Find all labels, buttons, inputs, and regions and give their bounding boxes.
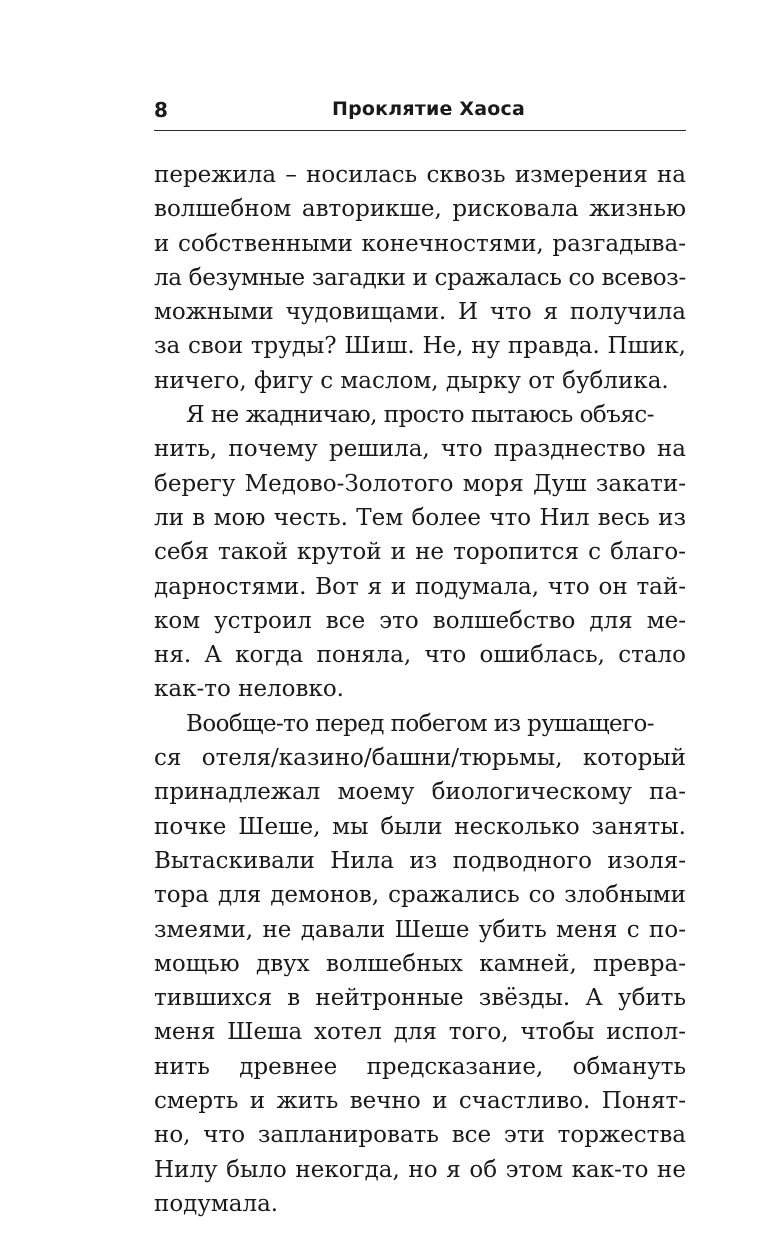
text-line: принадлежал моему биологическому па- xyxy=(154,779,686,806)
body-text xyxy=(154,158,686,1221)
paragraph-2 xyxy=(154,398,686,707)
text-line: Я не жадничаю, просто пытаюсь объяс- xyxy=(186,402,654,429)
text-line: берегу Медово-Золотого моря Душ закати- xyxy=(154,470,686,497)
text-line: ничего, фигу с маслом, дырку от бублика. xyxy=(154,367,669,394)
text-line: ся отеля/казино/башни/тюрьмы, который xyxy=(154,745,686,772)
text-line: и собственными конечностями, разгадыва- xyxy=(154,230,686,257)
text-line: волшебном авторикше, рисковала жизнью xyxy=(154,196,686,223)
text-line: дарностями. Вот я и подумала, что он тай- xyxy=(154,573,686,600)
running-title: Проклятие Хаоса xyxy=(332,98,525,120)
text-line: нить, почему решила, что празднество на xyxy=(154,436,686,463)
text-line: мощью двух волшебных камней, превра- xyxy=(154,950,686,977)
text-line: Нилу было некогда, но я об этом как-то не xyxy=(154,1156,686,1183)
text-line: как-то неловко. xyxy=(154,676,344,703)
text-line: за свои труды? Шиш. Не, ну правда. Пшик, xyxy=(154,333,686,360)
text-line: себя такой крутой и не торопится с благо- xyxy=(154,539,686,566)
text-line: меня Шеша хотел для того, чтобы испол- xyxy=(154,1019,686,1046)
text-line: смерть и жить вечно и счастливо. Понят- xyxy=(154,1088,686,1115)
text-line: подумала. xyxy=(154,1190,279,1217)
text-line: пережила – носилась сквозь измерения на xyxy=(154,162,686,188)
text-line: почке Шеше, мы были несколько заняты. xyxy=(154,813,686,840)
text-line: нить древнее предсказание, обмануть xyxy=(154,1053,686,1080)
text-line: но, что запланировать все эти торжества xyxy=(154,1122,686,1149)
text-line: ла безумные загадки и сражалась со всевоз- xyxy=(154,264,686,291)
text-line: ком устроил все это волшебство для ме- xyxy=(154,607,686,634)
text-line: Вытаскивали Нила из подводного изоля- xyxy=(154,847,686,874)
text-line: ли в мою честь. Тем более что Нил весь из xyxy=(154,504,686,531)
page-header xyxy=(154,96,686,131)
text-line: ня. А когда поняла, что ошиблась, стало xyxy=(154,642,686,669)
text-line: Вообще-то перед побегом из рушащего- xyxy=(186,710,654,737)
paragraph-3 xyxy=(154,707,686,1221)
paragraph-1 xyxy=(154,158,686,398)
text-line: тора для демонов, сражались со злобными xyxy=(154,882,686,909)
page-number: 8 xyxy=(154,98,168,122)
text-line: змеями, не давали Шеше убить меня с по- xyxy=(154,916,686,943)
text-line: тившихся в нейтронные звёзды. А убить xyxy=(154,985,686,1012)
text-line: можными чудовищами. И что я получила xyxy=(154,299,686,326)
